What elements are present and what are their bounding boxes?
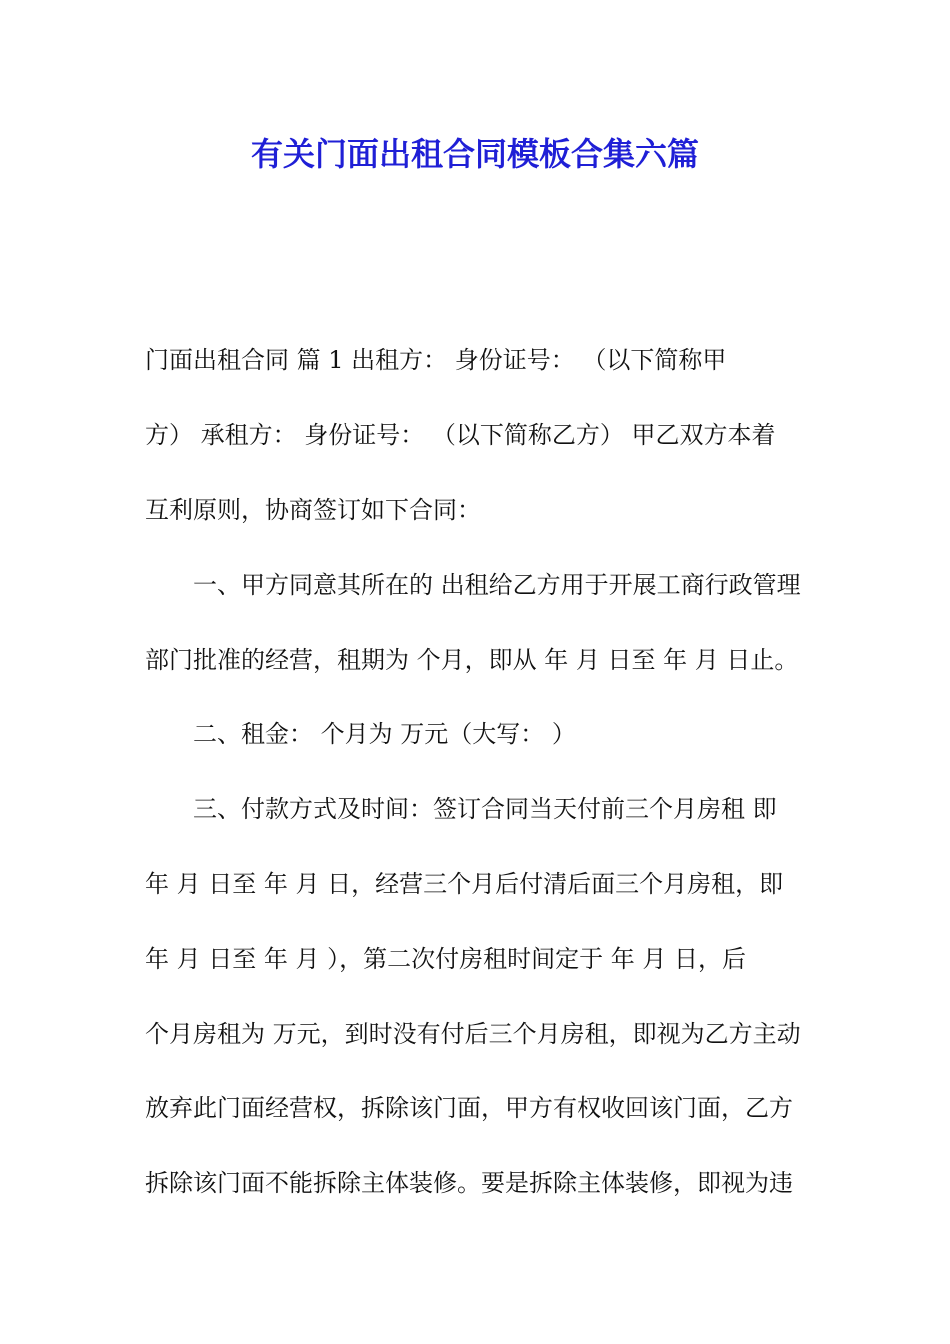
body-line-10: 个月房租为 万元，到时没有付后三个月房租，即视为乙方主动 bbox=[145, 1020, 801, 1048]
body-line-3: 互利原则，协商签订如下合同： bbox=[145, 496, 481, 524]
body-line-5: 部门批准的经营，租期为 个月，即从 年 月 日至 年 月 日止。 bbox=[145, 646, 799, 674]
body-line-6: 二、租金： 个月为 万元（大写： ） bbox=[193, 720, 576, 748]
body-line-11: 放弃此门面经营权，拆除该门面，甲方有权收回该门面，乙方 bbox=[145, 1094, 793, 1122]
body-line-4: 一、甲方同意其所在的 出租给乙方用于开展工商行政管理 bbox=[193, 571, 801, 599]
body-line-8: 年 月 日至 年 月 日，经营三个月后付清后面三个月房租，即 bbox=[145, 870, 784, 898]
page-title: 有关门面出租合同模板合集六篇 bbox=[250, 135, 699, 173]
body-line-12: 拆除该门面不能拆除主体装修。要是拆除主体装修，即视为违 bbox=[145, 1169, 793, 1197]
body-line-9: 年 月 日至 年 月 ），第二次付房租时间定于 年 月 日，后 bbox=[145, 945, 747, 973]
body-line-2: 方） 承租方： 身份证号： （以下简称乙方） 甲乙双方本着 bbox=[145, 421, 776, 449]
body-line-1: 门面出租合同 篇 1 出租方： 身份证号： （以下简称甲 bbox=[145, 346, 727, 374]
body-line-7: 三、付款方式及时间：签订合同当天付前三个月房租 即 bbox=[193, 795, 777, 823]
